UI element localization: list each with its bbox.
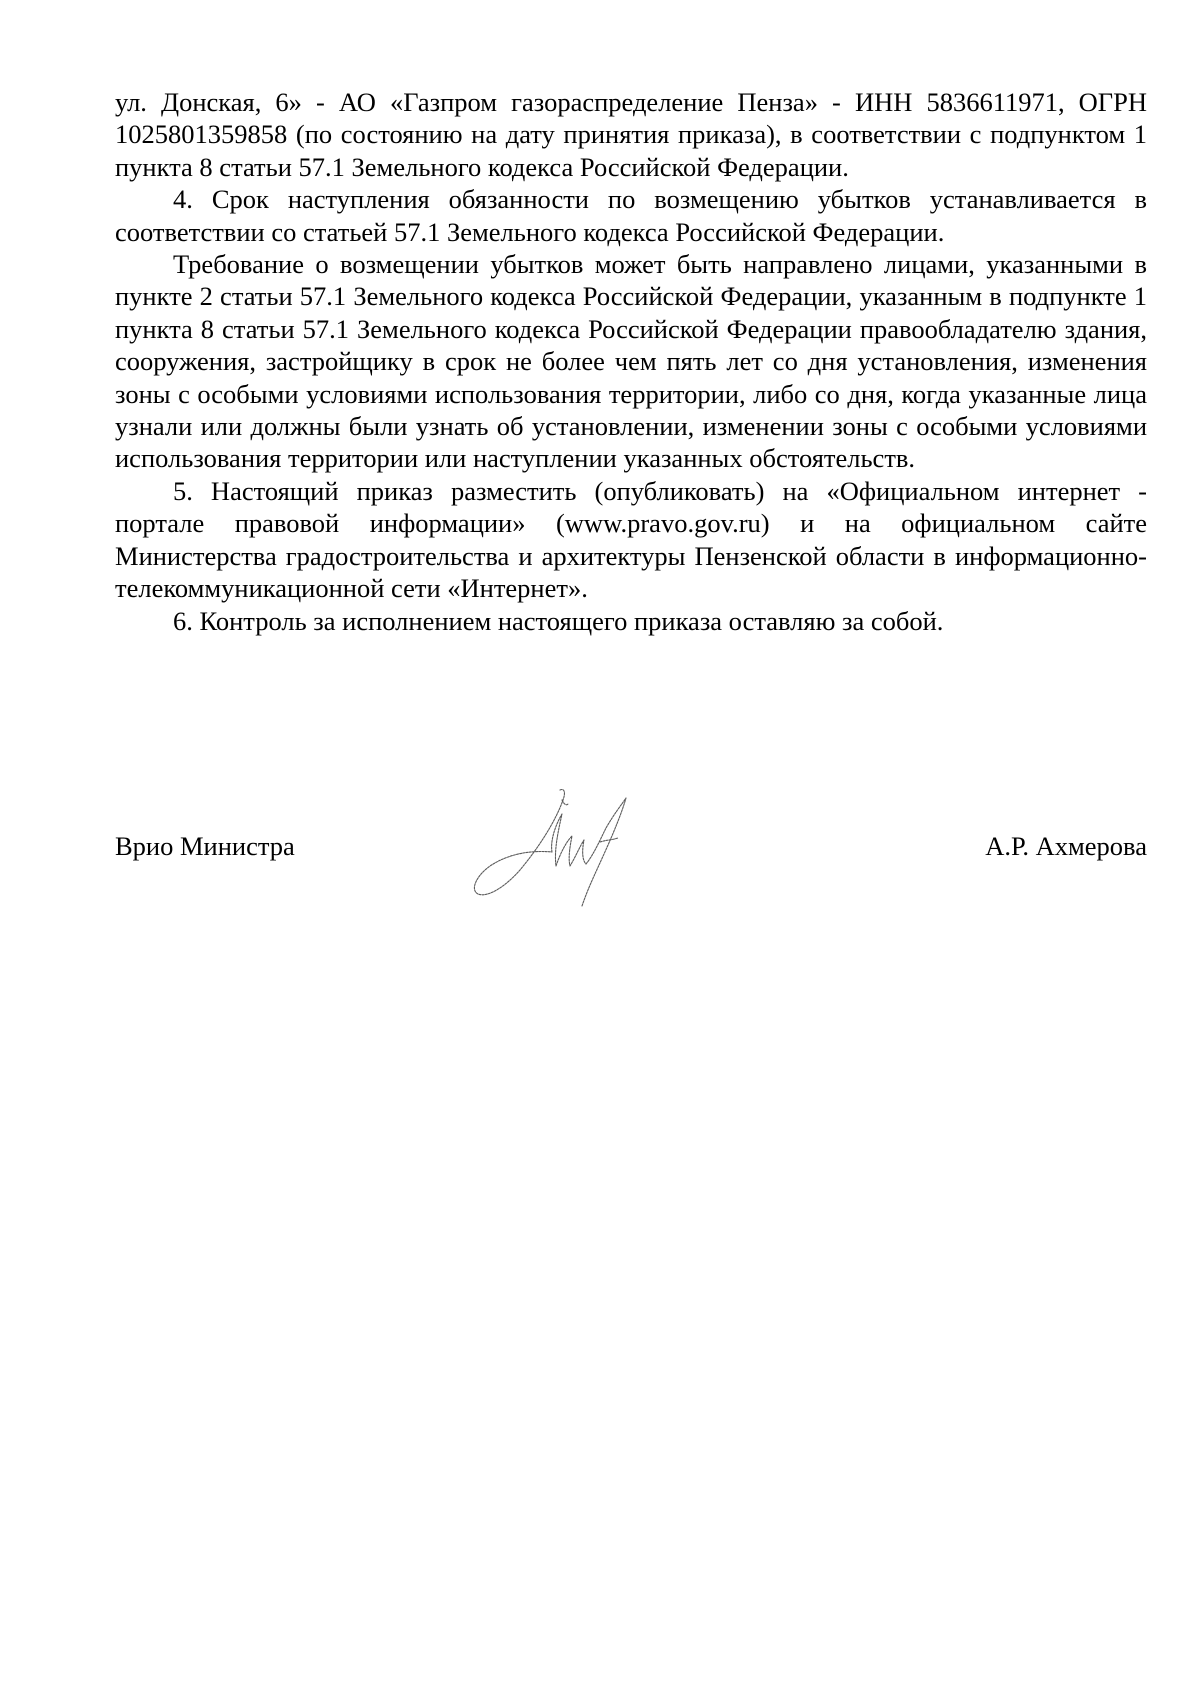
document-body xyxy=(115,86,1147,637)
paragraph-item-5: 5. Настоящий приказ разместить (опубликовать) на «Официальном интернет - портале правовой информации» (www.pravo.gov.ru) и на официальном сайте Министерства градостроительства и архитектуры Пензенской области в информационно-телекоммуникационной сети «Интернет». xyxy=(115,475,1147,604)
handwritten-signature-icon xyxy=(468,784,648,914)
signer-position: Врио Министра xyxy=(115,831,295,861)
paragraph-item-6: 6. Контроль за исполнением настоящего приказа оставляю за собой. xyxy=(173,605,944,636)
signer-name: А.Р. Ахмерова xyxy=(985,831,1147,861)
paragraph-item-4: 4. Срок наступления обязанности по возмещению убытков устанавливается в соответствии со статьей 57.1 Земельного кодекса Российской Федерации. xyxy=(115,184,1147,247)
paragraph-claim-requirement: Требование о возмещении убытков может быть направлено лицами, указанными в пункте 2 статьи 57.1 Земельного кодекса Российской Федерации, указанным в подпункте 1 пункта 8 статьи 57.1 Земельного кодекса Российской Федерации правообладателю здания, сооружения, застройщику в срок не более чем пять лет со дня установления, изменения зоны с особыми условиями использования территории, либо со дня, когда указанные лица узнали или должны были узнать об установлении, изменении зоны с особыми условиями использования территории или наступлении указанных обстоятельств. xyxy=(115,249,1147,474)
paragraph-continuation: ул. Донская, 6» - АО «Газпром газораспределение Пенза» - ИНН 5836611971, ОГРН 1025801359858 (по состоянию на дату принятия приказа), в соответствии с подпунктом 1 пункта 8 статьи 57.1 Земельного кодекса Российской Федерации. xyxy=(115,87,1147,182)
